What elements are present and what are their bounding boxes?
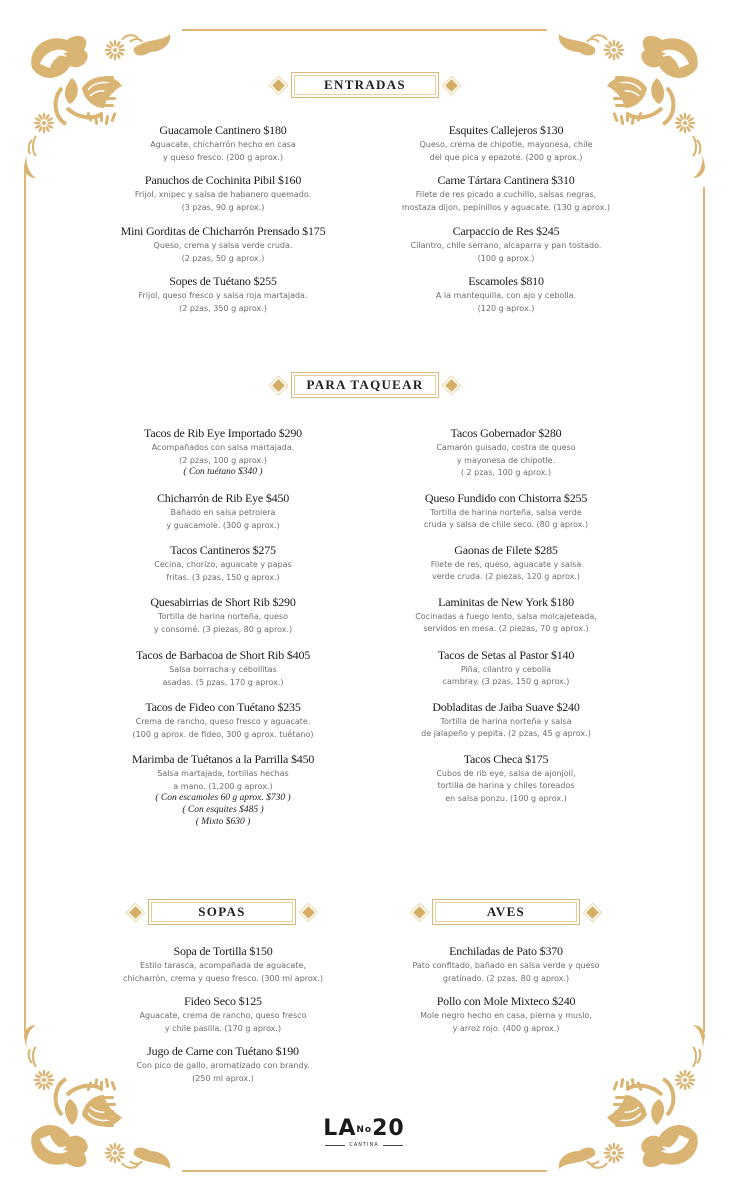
menu-item (98, 700, 348, 740)
menu-item (98, 491, 348, 531)
menu-item-description: (100 g aprox. de fideo, 300 g aprox. tuétano) (132, 729, 314, 739)
frame-top-line (182, 29, 547, 31)
menu-item-description: Filete de res, queso, aguacate y salsa (430, 559, 582, 569)
menu-item-description: y guacamole. (300 g aprox.) (166, 520, 280, 530)
diamond-icon (272, 79, 285, 92)
menu-item-title: Esquites Callejeros $130 (448, 123, 564, 137)
menu-item-description: Bañado en salsa petrolera (170, 508, 276, 517)
diamond-icon (413, 906, 426, 919)
menu-item-description: Filete de res picado a cuchillo, salsas negras, (415, 190, 597, 199)
diamond-icon (445, 379, 458, 392)
section-header-para-taquear (265, 372, 465, 398)
menu-item-description: tortilla de harina y chiles toreados (437, 781, 575, 790)
menu-item-description: asadas. (5 pzas, 170 g aprox.) (162, 677, 284, 687)
menu-item-description: (100 g aprox.) (477, 253, 535, 263)
menu-item-description: cruda y salsa de chile seco. (80 g aprox.) (423, 520, 589, 529)
section-title: PARA TAQUEAR (306, 377, 424, 392)
section-title: ENTRADAS (324, 77, 406, 92)
menu-item-description: Tortilla de harina norteña y salsa (440, 716, 572, 726)
menu-item-description: Aguacate, crema de rancho, queso fresco (139, 1011, 307, 1020)
menu-item-title: Laminitas de New York $180 (438, 594, 574, 609)
section-title-box (432, 899, 580, 925)
menu-item-description: Salsa martajada, tortillas hechas (157, 769, 289, 778)
menu-item-description: gratinado. (2 pzas, 80 g aprox.) (442, 973, 570, 983)
section-header-sopas (122, 899, 322, 925)
menu-item (381, 595, 631, 635)
menu-item-description: y queso fresco. (200 g aprox.) (163, 152, 283, 162)
menu-item-title: Tacos Checa $175 (463, 751, 549, 766)
section-header-entradas (265, 72, 465, 98)
menu-item (381, 274, 631, 314)
menu-item-title: Tacos Cantineros $275 (170, 543, 276, 557)
frame-bottom-line (182, 1170, 547, 1172)
menu-item-description: servidos en mesa. (2 piezas, 70 g aprox.) (423, 624, 589, 633)
section-title-box (291, 372, 439, 398)
menu-item-description: Cilantro, chile serrano, alcaparra y pan tostado. (410, 241, 602, 250)
menu-item-description: chicharrón, crema y queso fresco. (300 ml aprox.) (123, 973, 323, 983)
menu-item-title: Chicharrón de Rib Eye $450 (156, 491, 290, 505)
section-title-box (148, 899, 296, 925)
menu-item-title: Tacos Gobernador $280 (450, 426, 562, 440)
logo-la: LA (323, 1116, 357, 1141)
diamond-icon (129, 906, 142, 919)
menu-item-description: Mole negro hecho en casa, pierna y muslo, (420, 1011, 592, 1020)
menu-item (381, 994, 631, 1034)
menu-item-title: Sopes de Tuétano $255 (169, 274, 277, 288)
menu-item-title: Tacos de Fideo con Tuétano $235 (145, 700, 301, 714)
logo-subtitle (316, 1142, 412, 1148)
menu-item-description: Frijol, xnipec y salsa de habanero quemado. (134, 190, 312, 199)
menu-item (98, 173, 348, 213)
menu-item (98, 426, 348, 478)
menu-item-title: Tacos de Rib Eye Importado $290 (144, 426, 302, 440)
menu-item-description: Tortilla de harina norteña, salsa verde (430, 507, 582, 517)
diamond-icon (586, 906, 599, 919)
menu-item-description: y chile pasilla. (170 g aprox.) (164, 1023, 282, 1033)
menu-item-title: Escamoles $810 (468, 274, 544, 288)
taquear-left-column (98, 426, 348, 828)
menu-item-title: Quesabirrias de Short Rib $290 (150, 595, 296, 609)
menu-item-description: Tortilla de harina norteña, queso (157, 612, 288, 621)
menu-item-description: (2 pzas, 350 g aprox.) (179, 303, 267, 313)
menu-item-description: Acompañados con salsa martajada. (151, 443, 295, 452)
menu-item-title: Tacos de Barbacoa de Short Rib $405 (135, 648, 311, 662)
menu-item-description: Frijol, queso fresco y salsa roja martajada. (138, 291, 308, 300)
menu-item-title: Panuchos de Cochinita Pibil $160 (144, 173, 302, 187)
menu-item-description: (3 pzas, 90 g aprox.) (181, 202, 265, 212)
menu-item (381, 700, 631, 740)
menu-item-description: en salsa ponzu. (100 g aprox.) (445, 793, 567, 803)
menu-item-description: Pato confitado, bañado en salsa verde y queso (412, 961, 600, 970)
menu-item-title: Carpaccio de Res $245 (452, 224, 560, 238)
menu-item (381, 426, 631, 479)
section-title: AVES (486, 904, 526, 919)
menu-item (381, 224, 631, 264)
menu-item-description: ( 2 pzas, 100 g aprox.) (460, 468, 552, 477)
menu-item-description: de jalapeño y pepita. (2 pzas, 45 g aprox.) (421, 729, 591, 738)
menu-item-description: a mano. (1,200 g aprox.) (173, 781, 273, 791)
logo-number: 20 (372, 1116, 405, 1141)
menu-item-description: fritas. (3 pzas, 150 g aprox.) (166, 572, 280, 582)
menu-item-description: (2 pzas, 100 g aprox.) (179, 455, 267, 465)
menu-item-description: Crema de rancho, queso fresco y aguacate. (135, 717, 311, 726)
diamond-icon (445, 79, 458, 92)
menu-item (98, 994, 348, 1034)
menu-item (98, 944, 348, 984)
menu-item-description: verde cruda. (2 piezas, 120 g aprox.) (431, 572, 581, 581)
menu-item (98, 595, 348, 635)
logo-wordmark (316, 1118, 412, 1140)
menu-item-title: Guacamole Cantinero $180 (159, 123, 287, 137)
logo-cantina: CANTINA (349, 1142, 379, 1148)
menu-item-description: (2 pzas, 50 g aprox.) (181, 253, 265, 263)
menu-item (381, 648, 631, 688)
menu-item (98, 224, 348, 264)
frame-left-line (24, 168, 26, 1033)
menu-item-description: Salsa borracha y cebollitas (169, 665, 277, 674)
taquear-right-column (381, 426, 631, 804)
menu-item (381, 123, 631, 163)
menu-item-description: cambray. (3 pzas, 150 g aprox.) (442, 677, 570, 686)
menu-item (381, 173, 631, 213)
menu-item-description: Con pico de gallo, aromatizado con brandy. (136, 1061, 310, 1070)
menu-item (381, 752, 631, 805)
diamond-icon (302, 906, 315, 919)
section-header-aves (406, 899, 606, 925)
menu-item (98, 648, 348, 688)
menu-item-description: A la mantequilla, con ajo y cebolla. (435, 291, 577, 300)
menu-item-title: Carne Tártara Cantinera $310 (437, 173, 575, 187)
menu-item-description: (120 g aprox.) (477, 303, 535, 313)
menu-item-description: Camarón guisado, costra de queso (436, 443, 576, 452)
menu-item-option: ( Con escamoles 60 g aprox. $730 ) (155, 793, 291, 803)
menu-item-title: Gaonas de Filete $285 (454, 542, 558, 557)
menu-item-description: y arroz rojo. (400 g aprox.) (452, 1023, 560, 1033)
menu-item (381, 944, 631, 984)
menu-item-description: Cubos de rib eye, salsa de ajonjolí, (436, 768, 576, 778)
menu-item-description: Cecina, chorizo, aguacate y papas (154, 560, 292, 569)
menu-item-description: Piña, cilantro y cebolla (460, 664, 552, 674)
aves-column (381, 944, 631, 1034)
menu-item-description: y consomé. (3 piezas, 80 g aprox.) (153, 624, 293, 634)
logo-no: No (356, 1125, 373, 1135)
entradas-right-column (381, 123, 631, 314)
menu-item (381, 491, 631, 531)
menu-item (98, 752, 348, 828)
menu-item-description: Queso, crema y salsa verde cruda. (153, 241, 293, 250)
menu-item-title: Sopa de Tortilla $150 (173, 944, 273, 958)
menu-item (98, 274, 348, 314)
menu-item (381, 543, 631, 583)
menu-item-title: Pollo con Mole Mixteco $240 (436, 994, 576, 1008)
menu-item-title: Marimba de Tuétanos a la Parrilla $450 (131, 752, 315, 766)
menu-item-title: Jugo de Carne con Tuétano $190 (147, 1044, 299, 1058)
diamond-icon (272, 379, 285, 392)
menu-item-description: Estilo tarasca, acompañada de aguacate, (140, 961, 306, 970)
cantina-logo (316, 1118, 412, 1148)
menu-item-description: y mayonesa de chipotle. (456, 455, 556, 465)
menu-item (98, 543, 348, 583)
menu-item-title: Fideo Seco $125 (184, 994, 262, 1008)
menu-item-description: (250 ml aprox.) (192, 1073, 254, 1083)
menu-item-title: Queso Fundido con Chistorra $255 (424, 490, 588, 505)
corner-ornament-bottom-right (557, 1020, 707, 1175)
section-title-box (291, 72, 439, 98)
menu-item-description: Cocinadas a fuego lento, salsa molcajeteada, (415, 611, 597, 621)
section-title: SOPAS (198, 904, 246, 919)
menu-item-option: ( Con tuétano $340 ) (183, 467, 263, 477)
entradas-left-column (98, 123, 348, 314)
menu-item-description: mostaza dijon, pepinillos y aguacate. (130 g aprox.) (401, 202, 611, 212)
menu-item-option: ( Con esquites $485 ) (182, 805, 264, 815)
menu-item (98, 123, 348, 163)
menu-item-title: Mini Gorditas de Chicharrón Prensado $175 (120, 224, 326, 238)
menu-item (98, 1044, 348, 1084)
menu-item-title: Enchiladas de Pato $370 (449, 944, 563, 958)
menu-item-description: del que pica y epazote. (200 g aprox.) (429, 152, 583, 162)
sopas-column (98, 944, 348, 1084)
frame-right-line (703, 187, 705, 1032)
menu-item-title: Tacos de Setas al Pastor $140 (437, 647, 575, 662)
menu-item-description: Queso, crema de chipotle, mayonesa, chile (419, 140, 593, 149)
menu-item-description: Aguacate, chicharrón hecho en casa (150, 140, 296, 149)
menu-item-title: Dobladitas de Jaiba Suave $240 (432, 699, 580, 714)
menu-item-option: ( Mixto $630 ) (195, 817, 251, 827)
